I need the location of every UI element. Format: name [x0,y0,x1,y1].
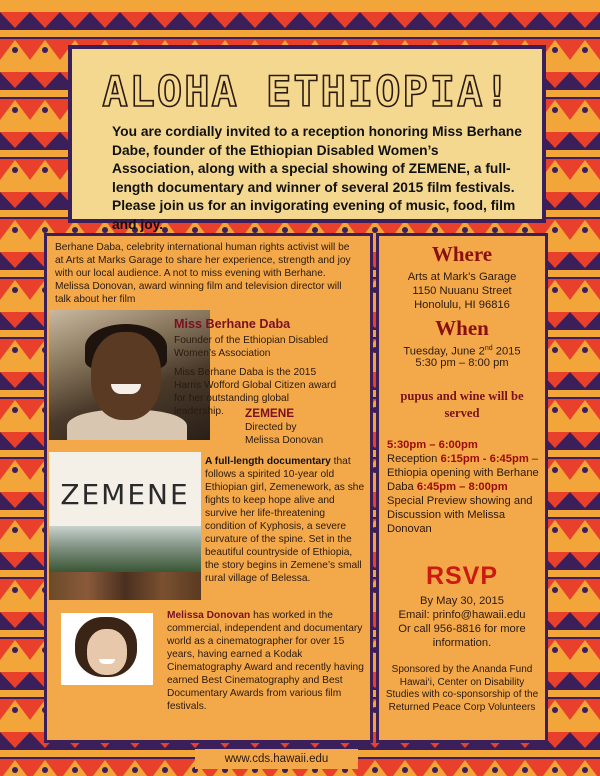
berhane-name: Miss Berhane Daba [174,317,291,331]
page-title: ALOHA ETHIOPIA! [102,67,512,116]
film-desc-text: that follows a spirited 10-year old Ethiopian girl, Zemenework, as she fights to keep hope alive and survive her life-threatening condition of Kyphosis, a severe curvature of the spine. Set in the beautiful countryside of Ethiopia, the story begins in Zemene’s small rural village of Belessa. [205,456,365,584]
venue-name: Arts at Mark’s Garage [407,271,517,283]
rsvp-deadline: By May 30, 2015 [420,595,504,607]
website-link[interactable]: www.cds.hawaii.edu [195,749,358,769]
venue-city: Honolulu, HI 96816 [414,299,510,311]
berhane-intro-text: Berhane Daba, celebrity international human rights activist will be at Arts at Marks Garage to share her experience, strength and joy with our local audience. A not to miss evening with Berhane. Melissa Donovan, award winning film and television director will talk about her film [55,242,351,305]
film-director: Directed by Melissa Donovan [245,422,324,446]
berhane-role: Founder of the Ethiopian Disabled Women’s Association [174,335,329,359]
details-left-panel [44,233,373,743]
melissa-bio [167,609,367,713]
zemene-poster [49,452,201,600]
rsvp-phone: Or call 956-8816 for more information. [398,623,526,649]
poster-title: ZEMENE [60,478,190,511]
pupus-note: pupus and wine will be served [400,389,524,420]
event-info-panel [376,233,548,743]
rsvp-heading: RSVP [425,562,499,590]
film-lead: A full-length documentary [205,456,331,467]
venue-street: 1150 Nuuanu Street [412,285,512,297]
where-heading: Where [431,242,493,266]
event-schedule: 5:30pm – 6:00pm Reception 6:15pm - 6:45pm – Ethiopia opening with Berhane Daba 6:45pm – 8:00pm Special Preview showing and Discussion with Melissa Donovan [387,439,539,535]
melissa-bio-text: has worked in the commercial, independent and documentary world as a cinematographer for over 15 years, having earned a Kodak Cinematography Award and recently having earned Best Cinematography and Best Documentary Awards from various film festivals. [167,610,364,712]
event-time: 5:30 pm – 8:00 pm [415,357,509,369]
invitation-header-panel [68,45,546,232]
berhane-award: Miss Berhane Daba is the 2015 Harris Wofford Global Citizen award for her outstanding global leadership. [174,367,337,417]
invitation-text: You are cordially invited to a reception honoring Miss Berhane Dabe, founder of the Ethiopian Disabled Women’s Association, along with a special showing of ZEMENE, a full-length documentary and winner of several 2015 film festivals. Please join us for an invigorating evening of music, food, film and joy. [112,124,522,232]
event-date: Tuesday, June 2nd 2015 [403,345,521,358]
sponsor-text: Sponsored by the Ananda Fund Hawai‘i, Center on Disability Studies with co-sponsorship of the Returned Peace Corp Volunteers [385,664,539,713]
rsvp-email[interactable]: Email: prinfo@hawaii.edu [398,609,526,621]
film-title: ZEMENE [245,406,295,420]
melissa-photo [61,613,153,685]
melissa-name: Melissa Donovan [167,610,251,621]
when-heading: When [435,316,489,340]
film-description [205,455,367,585]
